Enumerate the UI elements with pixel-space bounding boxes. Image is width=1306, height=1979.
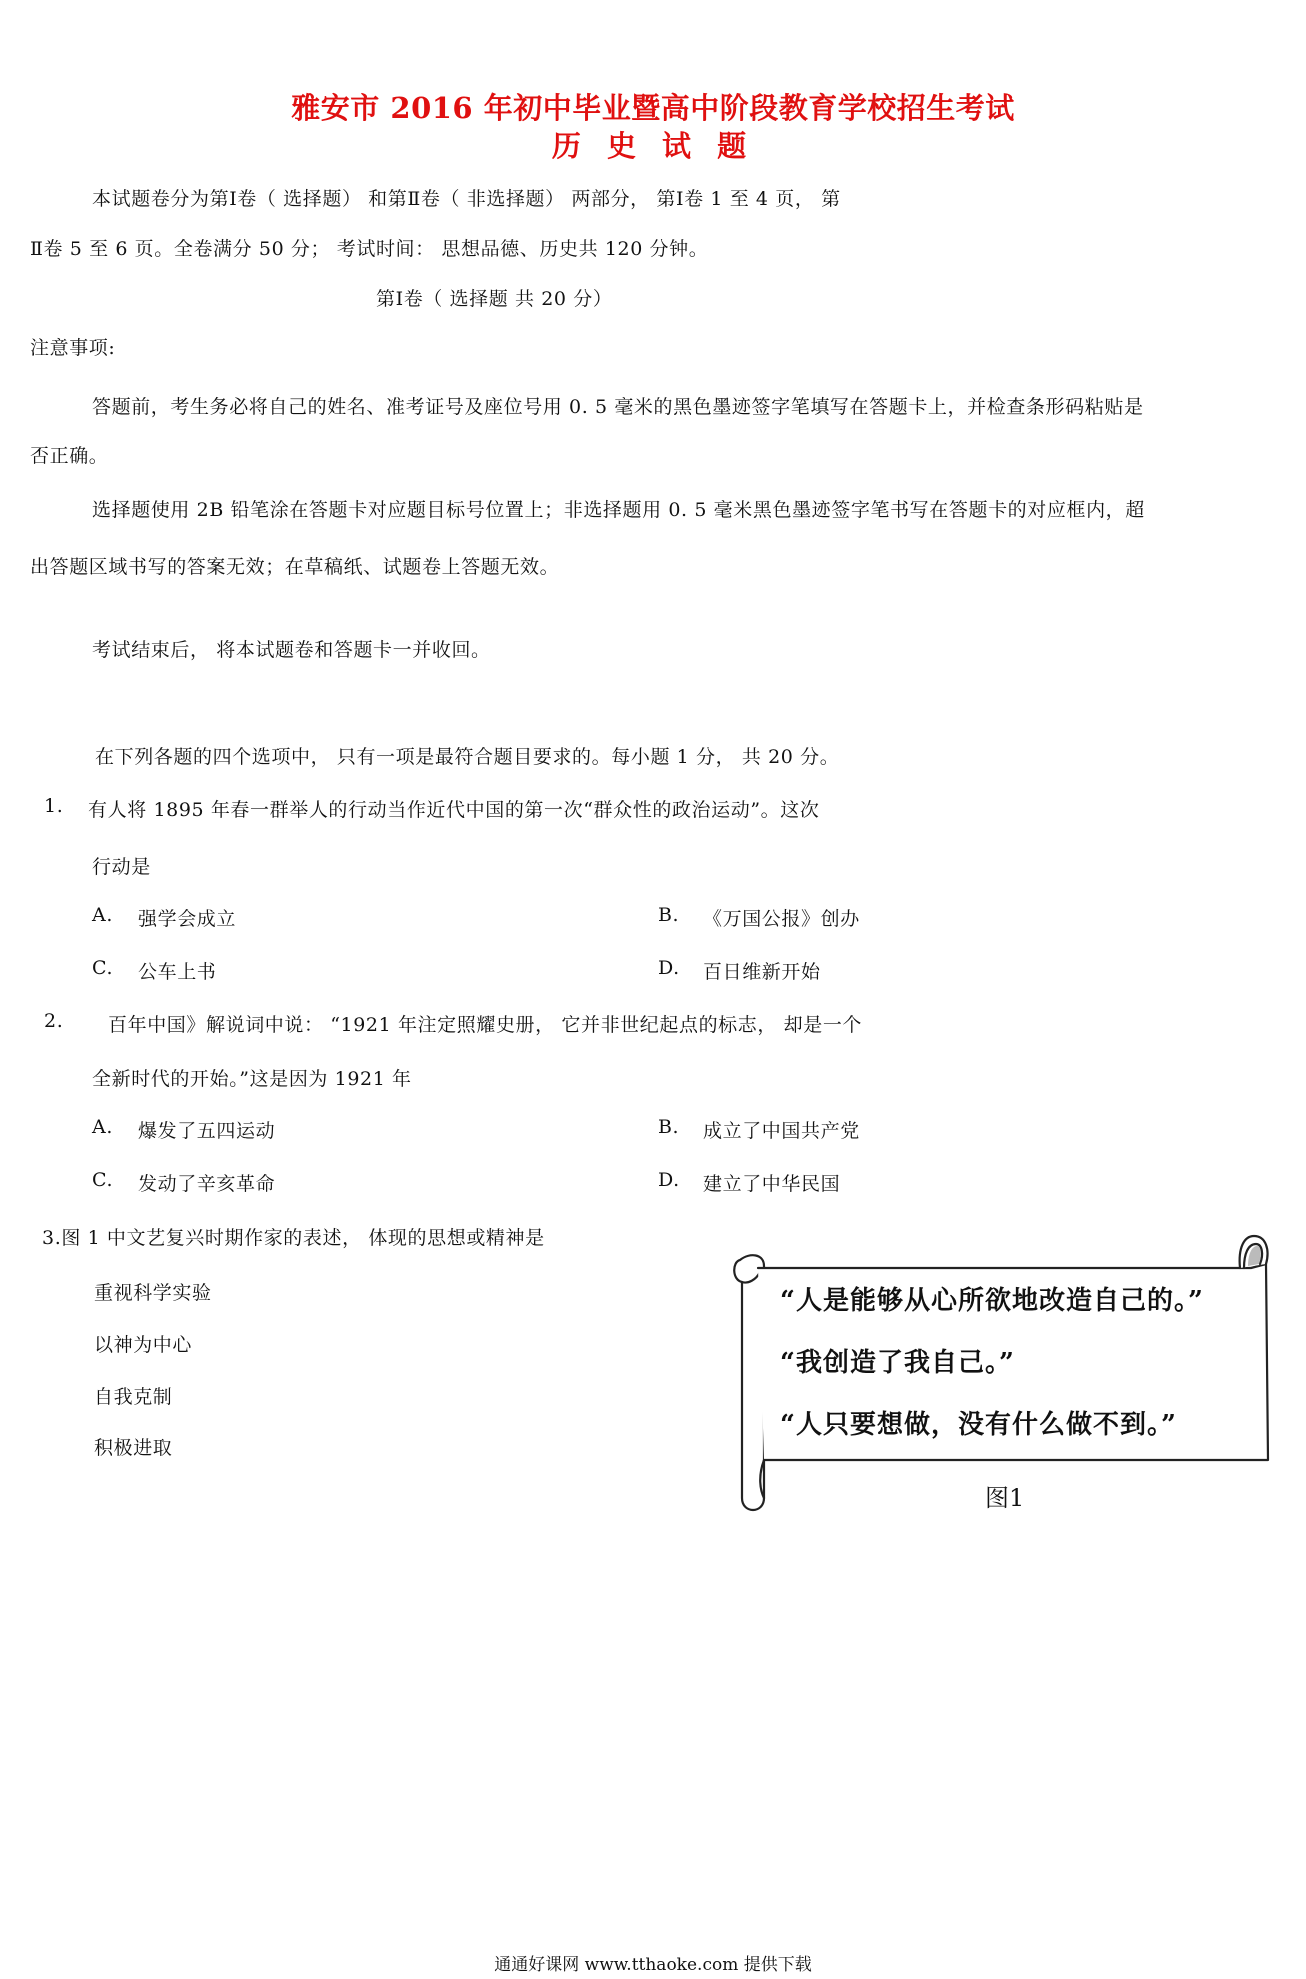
- notes-p2-line1: 选择题使用 2B 铅笔涂在答题卡对应题目标号位置上；非选择题用 0. 5 毫米黑色墨迹签字笔书写在答题卡的对应框内，超: [92, 499, 1145, 521]
- q1-stem-line1: 有人将 1895 年春一群举人的行动当作近代中国的第一次“群众性的政治运动”。这次: [88, 799, 820, 821]
- q2-stem-line2: 全新时代的开始。”这是因为 1921 年: [92, 1068, 412, 1090]
- footer-source: 通通好课网 www.tthaoke.com 提供下载: [494, 1955, 812, 1975]
- q2-option-c-label: C.: [92, 1169, 114, 1191]
- q1-option-b-label: B.: [658, 904, 680, 926]
- intro-line-1: 本试题卷分为第Ⅰ卷（ 选择题） 和第Ⅱ卷（ 非选择题） 两部分， 第Ⅰ卷 1 至 4 页， 第: [92, 188, 841, 210]
- q1-stem-line2: 行动是: [92, 856, 151, 878]
- q1-option-b-text: 《万国公报》创办: [703, 908, 860, 930]
- figure-1-scroll: [728, 1228, 1273, 1520]
- intro-line-2: Ⅱ卷 5 至 6 页。全卷满分 50 分； 考试时间： 思想品德、历史共 120 分钟。: [30, 238, 709, 260]
- q2-option-a-label: A.: [92, 1116, 113, 1138]
- q1-option-c-text: 公车上书: [138, 961, 217, 983]
- figure-caption: 图1: [985, 1484, 1025, 1512]
- q3-option-1: 重视科学实验: [94, 1282, 212, 1304]
- q3-stem: 3.图 1 中文艺复兴时期作家的表述， 体现的思想或精神是: [42, 1227, 545, 1249]
- exam-title: 雅安市 2016 年初中毕业暨高中阶段教育学校招生考试: [291, 91, 1015, 125]
- q2-number: 2.: [44, 1010, 64, 1032]
- q1-option-a-text: 强学会成立: [138, 908, 237, 930]
- q2-option-b-label: B.: [658, 1116, 680, 1138]
- notes-heading: 注意事项:: [30, 337, 116, 359]
- question-instruction: 在下列各题的四个选项中， 只有一项是最符合题目要求的。每小题 1 分， 共 20 分。: [95, 746, 840, 768]
- q2-option-c-text: 发动了辛亥革命: [138, 1173, 276, 1195]
- notes-p2-line2: 出答题区域书写的答案无效；在草稿纸、试题卷上答题无效。: [30, 556, 560, 578]
- exam-subject-title: 历 史 试 题: [551, 129, 755, 163]
- notes-p1-line2: 否正确。: [30, 445, 109, 467]
- q3-option-3: 自我克制: [94, 1386, 173, 1408]
- q2-option-b-text: 成立了中国共产党: [703, 1120, 860, 1142]
- figure-quote-3: “人只要想做，没有什么做不到。”: [780, 1410, 1177, 1440]
- figure-quote-2: “我创造了我自己。”: [780, 1348, 1015, 1378]
- q1-option-d-label: D.: [658, 957, 680, 979]
- q2-option-a-text: 爆发了五四运动: [138, 1120, 276, 1142]
- section-heading: 第Ⅰ卷（ 选择题 共 20 分）: [376, 288, 613, 310]
- q3-option-2: 以神为中心: [94, 1334, 193, 1356]
- q2-stem-line1: 百年中国》解说词中说： “1921 年注定照耀史册， 它并非世纪起点的标志， 却是一个: [108, 1014, 863, 1036]
- q1-option-c-label: C.: [92, 957, 114, 979]
- q1-number: 1.: [44, 795, 64, 817]
- q1-option-d-text: 百日维新开始: [703, 961, 821, 983]
- q1-option-a-label: A.: [92, 904, 113, 926]
- q2-option-d-text: 建立了中华民国: [703, 1173, 841, 1195]
- notes-p1-line1: 答题前，考生务必将自己的姓名、准考证号及座位号用 0. 5 毫米的黑色墨迹签字笔填写在答题卡上，并检查条形码粘贴是: [92, 396, 1144, 418]
- q2-option-d-label: D.: [658, 1169, 680, 1191]
- figure-quote-1: “人是能够从心所欲地改造自己的。”: [780, 1286, 1204, 1316]
- notes-p3: 考试结束后， 将本试题卷和答题卡一并收回。: [92, 639, 491, 661]
- q3-option-4: 积极进取: [94, 1437, 173, 1459]
